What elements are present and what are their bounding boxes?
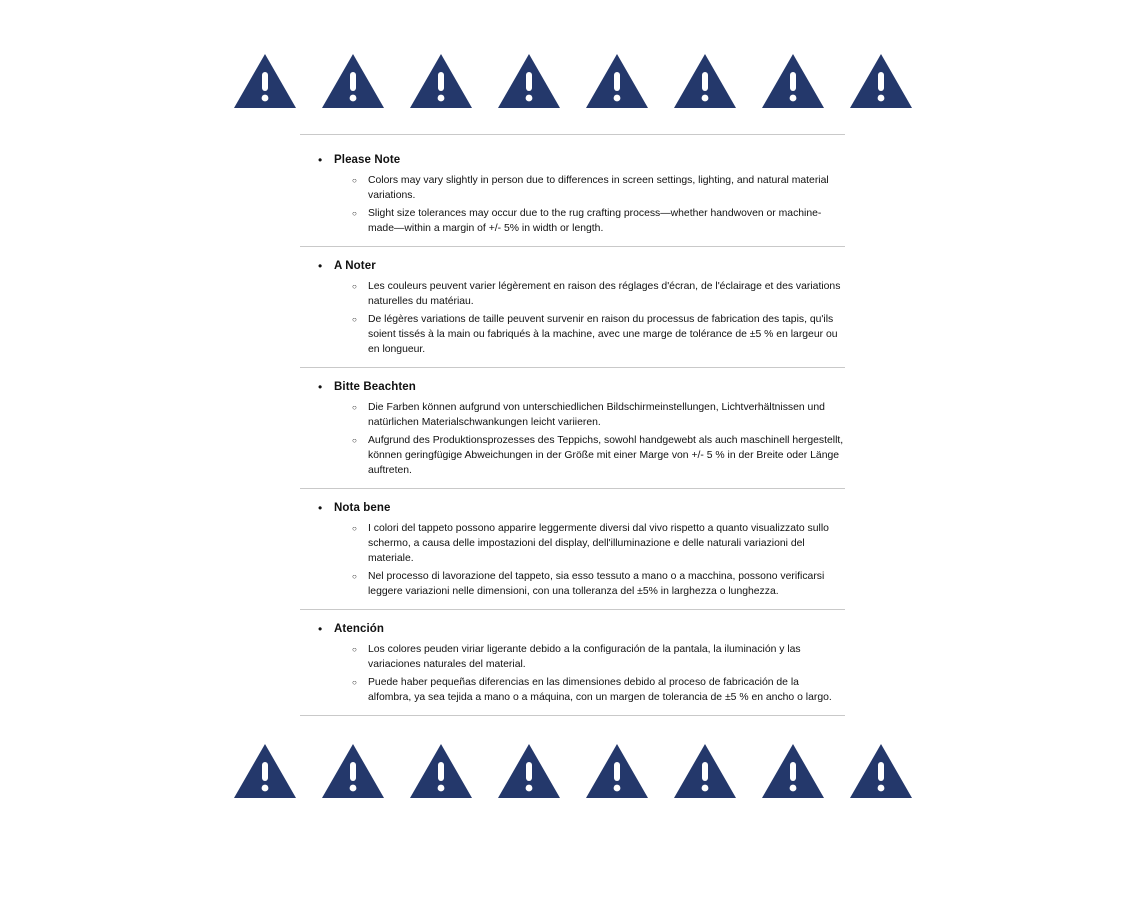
section-title: Nota bene [334,502,391,514]
warning-triangle-icon [408,52,474,110]
warning-triangle-icon [672,742,738,800]
section-header [318,622,845,637]
warning-triangle-icon [848,52,914,110]
warning-triangle-icon [760,742,826,800]
section-items [352,642,845,705]
sub-bullet-marker: ○ [352,176,357,185]
warning-triangle-icon [848,742,914,800]
warning-icon-row-bottom [0,742,1145,800]
note-section [300,622,845,716]
list-item-text: Puede haber pequeñas diferencias en las dimensiones debido al proceso de fabricación de la alfombra, ya sea tejida a mano o a máquina, con un margen de tolerancia de ±5 % en ancho o largo. [368,677,832,703]
sub-bullet-marker: ○ [352,524,357,533]
list-item [352,206,845,236]
section-header [318,380,845,395]
warning-triangle-icon [760,52,826,110]
warning-triangle-icon [584,52,650,110]
list-item-text: Aufgrund des Produktionsprozesses des Teppichs, sowohl handgewebt als auch maschinell hergestellt, können geringfügige Abweichungen in der Größe mit einer Marge von +/- 5 % in der Breite oder Länge auftreten. [368,435,844,476]
bullet-marker: • [318,501,323,515]
section-title: Please Note [334,154,401,166]
bullet-marker: • [318,380,323,394]
section-items [352,521,845,599]
section-items [352,173,845,236]
section-divider [300,715,845,716]
section-title: A Noter [334,260,376,272]
warning-triangle-icon [320,742,386,800]
section-header [318,501,845,516]
list-item-text: Die Farben können aufgrund von unterschiedlichen Bildschirmeinstellungen, Lichtverhältnissen und natürlichen Materialschwankungen leicht variieren. [368,402,825,428]
section-divider [300,488,845,489]
list-item [352,400,845,430]
note-section [300,259,845,368]
list-item [352,173,845,203]
bullet-marker: • [318,259,323,273]
section-title: Atención [334,623,384,635]
note-section [300,501,845,610]
list-item-text: Les couleurs peuvent varier légèrement en raison des réglages d'écran, de l'éclairage et des variations naturelles du matériau. [368,281,841,307]
bullet-marker: • [318,622,323,636]
section-divider [300,367,845,368]
note-section [300,380,845,489]
section-header [318,153,845,168]
warning-triangle-icon [232,52,298,110]
bullet-marker: • [318,153,323,167]
sub-bullet-marker: ○ [352,282,357,291]
warning-triangle-icon [584,742,650,800]
list-item-text: De légères variations de taille peuvent survenir en raison du processus de fabrication des tapis, qu'ils soient tissés à la main ou fabriqués à la machine, avec une marge de tolérance de ±5 % en largeur ou en longueur. [368,314,838,355]
warning-triangle-icon [672,52,738,110]
sub-bullet-marker: ○ [352,436,357,445]
top-divider [300,134,845,135]
sub-bullet-marker: ○ [352,678,357,687]
sub-bullet-marker: ○ [352,403,357,412]
sub-bullet-marker: ○ [352,209,357,218]
list-item-text: Nel processo di lavorazione del tappeto, sia esso tessuto a mano o a macchina, possono verificarsi leggere variazioni nelle dimensioni, con una tolleranza del ±5% in larghezza o lunghezza. [368,571,825,597]
warning-triangle-icon [496,52,562,110]
list-item [352,433,845,478]
document-content [300,134,845,716]
list-item-text: Los colores peuden viriar ligerante debido a la configuración de la pantala, la iluminación y las variaciones naturales del material. [368,644,801,670]
sub-bullet-marker: ○ [352,315,357,324]
warning-triangle-icon [232,742,298,800]
warning-triangle-icon [496,742,562,800]
list-item [352,312,845,357]
warning-triangle-icon [408,742,474,800]
section-items [352,279,845,357]
list-item-text: I colori del tappeto possono apparire leggermente diversi dal vivo rispetto a quanto visualizzato sullo schermo, a causa delle impostazioni del display, dell'illuminazione e delle naturali variazioni del materiale. [368,523,829,564]
section-items [352,400,845,478]
list-item [352,521,845,566]
warning-triangle-icon [320,52,386,110]
list-item-text: Slight size tolerances may occur due to the rug crafting process—whether handwoven or machine-made—within a margin of +/- 5% in width or length. [368,208,822,234]
section-header [318,259,845,274]
sub-bullet-marker: ○ [352,572,357,581]
list-item [352,642,845,672]
document-page [0,52,1145,910]
section-title: Bitte Beachten [334,381,416,393]
section-divider [300,246,845,247]
warning-icon-row-top [0,52,1145,110]
list-item [352,569,845,599]
sub-bullet-marker: ○ [352,645,357,654]
list-item [352,675,845,705]
sections-container [300,153,845,716]
list-item-text: Colors may vary slightly in person due to differences in screen settings, lighting, and natural material variations. [368,175,829,201]
list-item [352,279,845,309]
note-section [300,153,845,247]
section-divider [300,609,845,610]
